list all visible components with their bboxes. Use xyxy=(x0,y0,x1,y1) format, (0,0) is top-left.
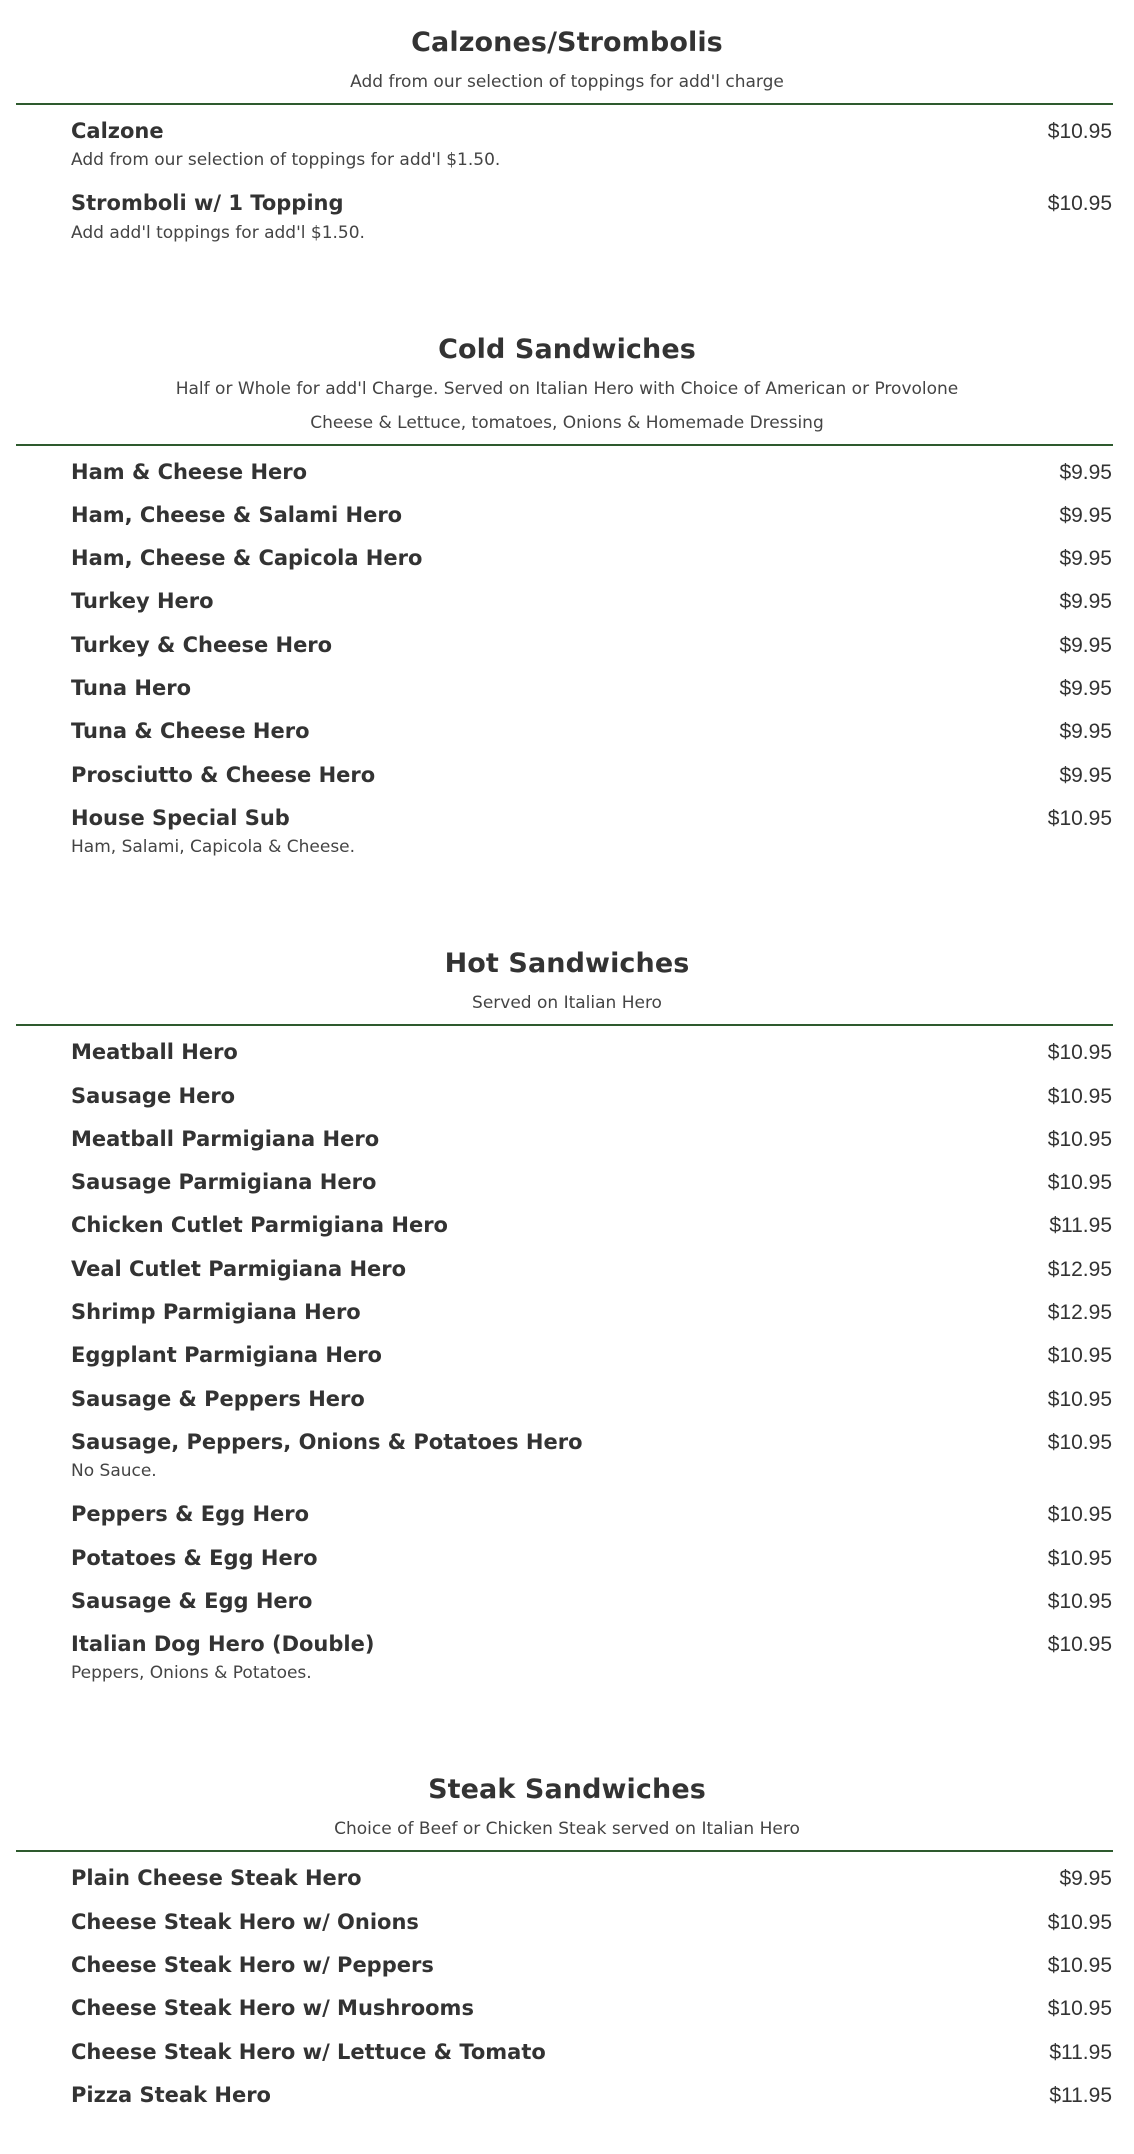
menu-item[interactable] xyxy=(71,1904,1112,1947)
item-price: $9.95 xyxy=(1059,763,1112,787)
item-price: $10.95 xyxy=(1047,1546,1112,1570)
item-price: $9.95 xyxy=(1059,460,1112,484)
item-name: Meatball Parmigiana Hero xyxy=(71,1126,380,1151)
item-name: Shrimp Parmigiana Hero xyxy=(71,1300,361,1325)
item-price: $10.95 xyxy=(1047,1127,1112,1151)
item-price: $9.95 xyxy=(1059,1867,1112,1891)
item-name: Cheese Steak Hero w/ Peppers xyxy=(71,1953,434,1978)
menu-item[interactable] xyxy=(71,1626,1112,1698)
section-title: Cold Sandwiches xyxy=(438,333,696,365)
item-name: Ham, Cheese & Salami Hero xyxy=(71,502,403,527)
menu-item[interactable] xyxy=(71,1540,1112,1583)
item-name: Veal Cutlet Parmigiana Hero xyxy=(71,1256,407,1281)
menu-item[interactable] xyxy=(71,1034,1112,1077)
section-hot-sandwiches xyxy=(0,872,1134,1698)
section-subtitle: Served on Italian Hero xyxy=(472,993,662,1014)
menu-item[interactable] xyxy=(71,185,1112,257)
item-list xyxy=(0,1852,1134,2120)
item-list xyxy=(0,1026,1134,1698)
item-name: Plain Cheese Steak Hero xyxy=(71,1866,362,1891)
item-price: $11.95 xyxy=(1049,1214,1112,1238)
item-price: $10.95 xyxy=(1047,1503,1112,1527)
item-list xyxy=(0,446,1134,873)
item-name: Turkey Hero xyxy=(71,589,214,614)
item-price: $9.95 xyxy=(1059,677,1112,701)
item-description: Peppers, Onions & Potatoes. xyxy=(71,1663,312,1684)
menu-item[interactable] xyxy=(71,540,1112,583)
menu-item[interactable] xyxy=(71,1496,1112,1539)
item-price: $10.95 xyxy=(1047,1041,1112,1065)
item-price: $10.95 xyxy=(1047,1084,1112,1108)
item-price: $11.95 xyxy=(1049,2083,1112,2107)
item-name: Cheese Steak Hero w/ Onions xyxy=(71,1909,419,1934)
menu-item[interactable] xyxy=(71,713,1112,756)
item-name: Peppers & Egg Hero xyxy=(71,1502,310,1527)
item-name: Ham & Cheese Hero xyxy=(71,459,308,484)
menu-item[interactable] xyxy=(71,1424,1112,1496)
item-price: $10.95 xyxy=(1047,120,1112,143)
menu-item[interactable] xyxy=(71,627,1112,670)
menu-item[interactable] xyxy=(71,1294,1112,1337)
menu-item[interactable] xyxy=(71,1947,1112,1990)
menu-item[interactable] xyxy=(71,2034,1112,2077)
section-subtitle: Add from our selection of toppings for add'l charge xyxy=(350,72,784,92)
item-name: Turkey & Cheese Hero xyxy=(71,632,333,657)
item-price: $10.95 xyxy=(1047,806,1112,830)
item-price: $10.95 xyxy=(1047,1344,1112,1368)
item-price: $11.95 xyxy=(1049,2040,1112,2064)
item-price: $10.95 xyxy=(1047,1589,1112,1613)
section-steak-sandwiches xyxy=(0,1698,1134,2120)
item-name: Sausage Parmigiana Hero xyxy=(71,1170,377,1195)
item-description: Ham, Salami, Capicola & Cheese. xyxy=(71,837,356,858)
item-price: $9.95 xyxy=(1059,590,1112,614)
item-description: No Sauce. xyxy=(71,1461,157,1482)
item-price: $10.95 xyxy=(1047,1954,1112,1978)
item-price: $10.95 xyxy=(1047,192,1112,216)
menu-item[interactable] xyxy=(71,2077,1112,2120)
item-price: $9.95 xyxy=(1059,633,1112,657)
item-name: Pizza Steak Hero xyxy=(71,2082,271,2107)
item-price: $10.95 xyxy=(1047,1171,1112,1195)
item-name: Sausage, Peppers, Onions & Potatoes Hero xyxy=(71,1429,583,1454)
section-subtitle: Choice of Beef or Chicken Steak served on Italian Hero xyxy=(334,1819,800,1840)
item-price: $10.95 xyxy=(1047,1997,1112,2021)
item-name: Meatball Hero xyxy=(71,1040,238,1065)
menu-item[interactable] xyxy=(71,1207,1112,1250)
item-price: $9.95 xyxy=(1059,547,1112,571)
item-description: Add add'l toppings for add'l $1.50. xyxy=(71,222,365,243)
section-title: Hot Sandwiches xyxy=(444,948,690,980)
item-name: Chicken Cutlet Parmigiana Hero xyxy=(71,1213,448,1238)
section-title: Steak Sandwiches xyxy=(428,1774,706,1806)
menu-item[interactable] xyxy=(71,497,1112,540)
item-price: $9.95 xyxy=(1059,503,1112,527)
section-subtitle: Half or Whole for add'l Charge. Served on Italian Hero with Choice of American or Provolone xyxy=(175,378,959,399)
item-name: Sausage & Peppers Hero xyxy=(71,1386,365,1411)
item-price: $9.95 xyxy=(1059,720,1112,744)
item-price: $10.95 xyxy=(1047,1633,1112,1657)
section-subtitle: Cheese & Lettuce, tomatoes, Onions & Homemade Dressing xyxy=(310,412,824,433)
section-title: Calzones/Strombolis xyxy=(411,27,723,58)
menu-item[interactable] xyxy=(71,1078,1112,1121)
item-list xyxy=(0,105,1134,258)
menu-item[interactable] xyxy=(71,1990,1112,2033)
item-price: $10.95 xyxy=(1047,1430,1112,1454)
menu-item[interactable] xyxy=(71,1860,1112,1903)
item-price: $12.95 xyxy=(1047,1257,1112,1281)
item-description: Add from our selection of toppings for add'l $1.50. xyxy=(71,150,501,171)
item-name: Eggplant Parmigiana Hero xyxy=(71,1343,382,1368)
item-name: Ham, Cheese & Capicola Hero xyxy=(71,546,423,571)
menu-item[interactable] xyxy=(71,1251,1112,1294)
item-price: $10.95 xyxy=(1047,1910,1112,1934)
item-name: House Special Sub xyxy=(71,805,290,830)
menu-item[interactable] xyxy=(71,454,1112,497)
item-name: Calzone xyxy=(71,119,164,143)
menu-item[interactable] xyxy=(71,583,1112,626)
item-name: Sausage Hero xyxy=(71,1083,236,1108)
item-name: Italian Dog Hero (Double) xyxy=(71,1632,375,1657)
item-name: Stromboli w/ 1 Topping xyxy=(71,191,344,216)
item-name: Sausage & Egg Hero xyxy=(71,1588,313,1613)
menu-item[interactable] xyxy=(71,1164,1112,1207)
menu-item[interactable] xyxy=(71,1381,1112,1424)
item-name: Prosciutto & Cheese Hero xyxy=(71,762,376,787)
menu-item[interactable] xyxy=(71,1583,1112,1626)
menu-item[interactable] xyxy=(71,1337,1112,1380)
menu-item[interactable] xyxy=(71,113,1112,185)
item-price: $12.95 xyxy=(1047,1301,1112,1325)
item-name: Potatoes & Egg Hero xyxy=(71,1545,318,1570)
menu-item[interactable] xyxy=(71,670,1112,713)
menu-item[interactable] xyxy=(71,1121,1112,1164)
section-calzones-strombolis xyxy=(0,0,1134,258)
item-name: Cheese Steak Hero w/ Mushrooms xyxy=(71,1996,474,2021)
section-cold-sandwiches xyxy=(0,258,1134,873)
menu-item[interactable] xyxy=(71,800,1112,872)
item-name: Cheese Steak Hero w/ Lettuce & Tomato xyxy=(71,2039,546,2064)
item-price: $10.95 xyxy=(1047,1387,1112,1411)
menu-item[interactable] xyxy=(71,757,1112,800)
item-name: Tuna & Cheese Hero xyxy=(71,719,310,744)
item-name: Tuna Hero xyxy=(71,676,192,701)
